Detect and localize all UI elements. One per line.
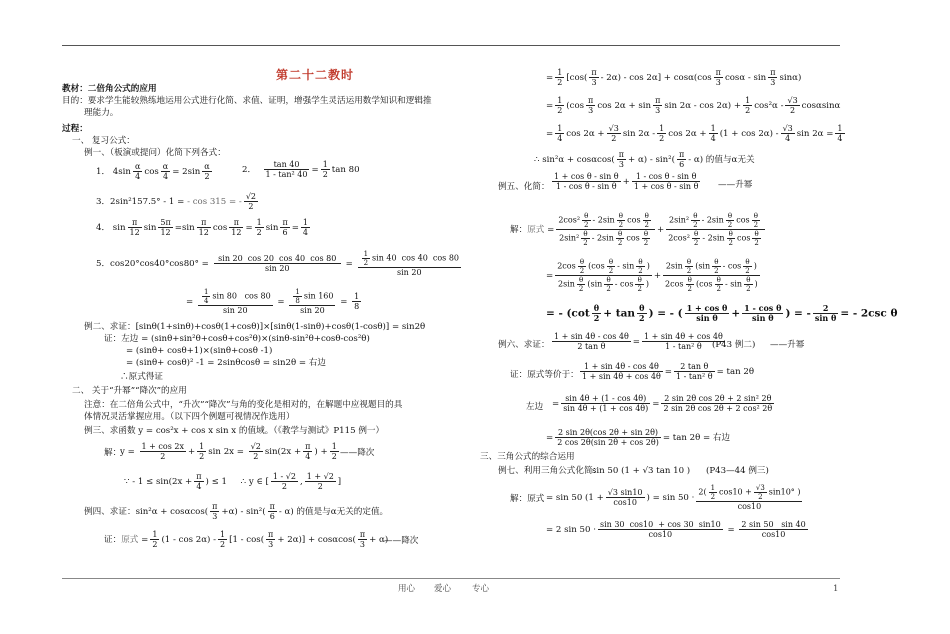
example-six-equivalent: $\frac{1 + \sin 4\theta - \cos 4\theta}{1 + \sin 4\theta + \cos 4\theta}$ = $\frac{\text{2 tan θ}}{\text{1 - tan² θ}}$ = tan 2θ — [582, 362, 755, 382]
example-seven-step-2: = 2 sin 50 · $\frac{\sin 30 \cos 10 + \cos 30 \sin 10}{\cos 10}$ = $\frac{2 \sin 50 \sin 40}{\cos 10}$ — [546, 520, 806, 540]
example-four-conclusion: ∴ sin²α + cosαcos( $\frac{\pi}{3}$ + α) - sin²( $\frac{\pi}{6}$ - α) 的值与α无关 — [534, 150, 755, 170]
goal-line: 目的：要求学生能较熟练地运用公式进行化简、求值、证明，增强学生灵活运用数学知识和逻辑推 — [62, 96, 432, 106]
example-three-range: ∵ - 1 ≤ sin(2x + $\frac{\pi}{4}$ ) ≤ 1 ∴ y ∈ [ $\frac{1 - √2}{2}$ , $\frac{1 + √2}{2}$ ] — [124, 472, 342, 492]
example-three-solution-label: 解： — [104, 448, 122, 458]
example-six-expression: $\frac{1 + \sin 4\theta - \cos 4\theta}{\text{2 tan θ}}$ = $\frac{1 + \sin 4\theta + \cos 4\theta}{\text{1 - tan² θ}}$ — [554, 332, 723, 352]
example-two-proof-1: 证：左边 = (sinθ+sin²θ+cosθ+cos²θ)×(sinθ-sin²θ+cosθ-cos²θ) — [104, 334, 370, 344]
process-heading: 过程： — [62, 124, 88, 134]
example-seven-reference: (P43—44 例三) — [706, 466, 769, 476]
example-six-label: 例六、求证： — [498, 340, 550, 350]
raise-power-note-1: ——升幂 — [718, 180, 753, 190]
footer-word-1: 用心 — [398, 584, 416, 594]
example-three-solution: y = $\frac{1 + \cos 2x}{2}$ + $\frac{1}{2}$ sin 2x = $\frac{√2}{2}$ sin(2x + $\frac{\pi}{4}$ ) + $\frac{1}{2}$ — [120, 442, 337, 462]
example-seven-label: 例七、利用三角公式化简： — [498, 466, 602, 476]
example-one-heading: 例一、（板演或提问）化简下列各式： — [84, 148, 226, 158]
example-two-proof-3: = (sinθ+ cosθ)² -1 = 2sinθcosθ = sin2θ = 右边 — [126, 358, 326, 368]
example-six-reference: (P43 例二) — [712, 340, 756, 350]
example-four-step-3: = $\frac{1}{4}$ cos 2α + $\frac{√3}{2}$ sin 2α - $\frac{1}{2}$ cos 2α + $\frac{1}{4}$ (1 + cos 2α) - $\frac{√3}{4}$ sin 2α = $\frac{1}{4}$ — [546, 124, 843, 144]
footer-word-3: 专心 — [472, 584, 490, 594]
example-six-step-1: = $\frac{\sin 4\theta + (1 - \cos 4\theta)}{\sin 4\theta + (1 + \cos 4\theta)}$ = $\frac{\text{2 sin 2θ cos 2θ + 2 sin² 2θ}}{\text{2 sin 2θ cos 2θ + 2 cos² 2θ}}$ — [552, 394, 773, 414]
example-five-expression: $\frac{\text{1 + cos θ - sin θ}}{\text{1 - cos θ - sin θ}}$ + $\frac{\text{1 - cos θ - sin θ}}{\text{1 + cos θ - sin θ}}$ — [554, 172, 699, 192]
header-rule — [62, 45, 840, 46]
page-title: 第二十二教时 — [276, 68, 355, 82]
example-one-item-5: 5．cos20°cos40°cos80° = $\frac{\sin 20 \cos 20 \cos 40 \cos 80}{\sin 20}$ = $\frac{1}{2}$ sin 40 cos 40 cos 80 sin 20 — [96, 250, 459, 278]
reduce-degree-note-2: ——降次 — [384, 536, 419, 546]
example-three-heading: 例三、求函数 y = cos²x + cos x sin x 的值域。（《教学与测试》P115 例一） — [84, 426, 385, 436]
goal-line-cont: 理能力。 — [84, 108, 119, 118]
example-six-proof-label: 证：原式等价于： — [510, 370, 579, 380]
example-one-item-5-cont: = $\frac{1}{4}$ sin 80 cos 80 sin 20 = $\frac{1}{8}$ sin 160 sin 20 = $\frac{1}{8}$ — [186, 288, 360, 316]
example-four-heading: 例四、求证：sin²α + cosαcos( $\frac{\pi}{3}$ +α) - sin²( $\frac{\pi}{6}$ - α) 的值是与α无关的定值。 — [84, 502, 389, 522]
page-number: 1 — [833, 584, 839, 594]
example-two-heading: 例二、求证：[sinθ(1+sinθ)+cosθ(1+cosθ)]×[sinθ(1-sinθ)+cosθ(1-cosθ)] = sin2θ — [84, 322, 426, 332]
section-three-heading: 三、三角公式的综合运用 — [480, 452, 575, 462]
left-side-label: 左边 — [526, 402, 544, 412]
example-five-label: 例五、化简： — [498, 182, 550, 192]
example-four-step-1: = $\frac{1}{2}$ [cos( $\frac{\pi}{3}$ - 2α) - cos 2α] + cosα(cos $\frac{\pi}{3}$ cosα - sin $\frac{\pi}{3}$ sinα) — [546, 68, 802, 88]
example-four-step-2: = $\frac{1}{2}$ (cos $\frac{\pi}{3}$ cos 2α + sin $\frac{\pi}{3}$ sin 2α - cos 2α) + $\frac{1}{2}$ cos²α - $\frac{√3}{2}$ cosαsinα — [546, 96, 841, 116]
example-one-item-4: 4． sin $\frac{\pi}{12}$ sin $\frac{5\pi}{12}$ =sin $\frac{\pi}{12}$ cos $\frac{\pi}{12}$ = $\frac{1}{2}$ sin $\frac{\pi}{6}$ = $\frac{1}{4}$ — [96, 218, 308, 238]
note-line-2: 体情况灵活掌握应用。（以下四个例题可视情况作选用） — [84, 412, 295, 422]
example-seven-expression: sin 50 (1 + √3 tan 10 ) — [592, 466, 691, 476]
example-one-item-3: 3．2sin²157.5° - 1 = - cos 315 = - $\frac{√2}{2}$ — [96, 192, 257, 212]
example-seven-step-1: = sin 50 (1 + $\frac{√3 \sin 10}{\cos 10}$ ) = sin 50 · 2( $\frac{1}{2}$ cos10 + $\frac{√3}{2}$ sin10° ) cos10 — [546, 484, 801, 512]
raise-power-note-2: ——升幂 — [770, 340, 805, 350]
example-two-conclusion: ∴原式得证 — [120, 372, 163, 382]
example-one-item-2: 2． $\frac{\tan 40}{\text{1 - tan² 40}}$ = $\frac{1}{2}$ tan 80 — [242, 160, 360, 180]
section-one-heading: 一、 复习公式： — [72, 136, 135, 146]
footer-rule — [62, 578, 840, 579]
example-six-step-2: = $\frac{2 \sin 2\theta(\cos 2\theta + \sin 2\theta)}{2 \cos 2\theta(\sin 2\theta + \cos 2\theta)}$ = tan 2θ = 右边 — [546, 428, 731, 448]
example-five-result: = - (cot $\frac{\theta}{2}$ + tan $\frac{\theta}{2}$ ) = - ( $\frac{\text{1 + cos θ}}{\text{sin θ}}$ + $\frac{\text{1 - cos θ}}{\text{sin θ}}$ ) = - $\frac{2}{\text{sin θ}}$ = - 2csc θ — [546, 303, 898, 324]
example-one-item-1: 1． 4sin $\frac{\alpha}{4}$ cos $\frac{\alpha}{4}$ = 2sin $\frac{\alpha}{2}$ — [96, 162, 210, 182]
example-four-proof: 证：原式 = $\frac{1}{2}$ (1 - cos 2α) - $\frac{1}{2}$ [1 - cos( $\frac{\pi}{3}$ + 2α)] + cosαcos( $\frac{\pi}{3}$ + α) — [104, 530, 389, 550]
example-five-step-1: 解：原式 = 2cos² $\frac{\theta}{2}$ - 2sin $\frac{\theta}{2}$ cos $\frac{\theta}{2}$ 2sin² $\frac{\theta}{2}$ - 2sin $\frac{\theta}{2}$ cos $\frac{\theta}{2}$ + 2sin² $\frac{\theta}{2}$ - 2sin $\frac{\theta}{2}$ cos $\frac{\theta}{2}$ 2cos² $\frac{\theta}{2}$ - 2sin $\frac{\theta}{2}$ cos $\frac{\theta}{2}$ — [510, 212, 767, 247]
material-line: 教材：二倍角公式的应用 — [62, 84, 157, 94]
example-seven-solution-label: 解：原式 — [510, 494, 545, 504]
note-line-1: 注意：在二倍角公式中，“升次”“降次”与角的变化是相对的，在解题中应视题目的具 — [84, 400, 403, 410]
footer-word-2: 爱心 — [434, 584, 452, 594]
section-two-heading: 二、 关于“升幂”“降次”的应用 — [72, 386, 187, 396]
example-two-proof-2: = (sinθ+ cosθ+1)×(sinθ+cosθ -1) — [126, 346, 273, 356]
reduce-degree-note-1: ——降次 — [340, 448, 375, 458]
example-five-step-2: = 2cos $\frac{\theta}{2}$ (cos $\frac{\theta}{2}$ - sin $\frac{\theta}{2}$ ) 2sin $\frac{\theta}{2}$ (sin $\frac{\theta}{2}$ - cos $\frac{\theta}{2}$ ) + 2sin $\frac{\theta}{2}$ (sin $\frac{\theta}{2}$ - cos $\frac{\theta}{2}$ ) 2cos $\frac{\theta}{2}$ (cos $\frac{\theta}{2}$ - sin $\frac{\theta}{2}$ ) — [546, 258, 758, 294]
